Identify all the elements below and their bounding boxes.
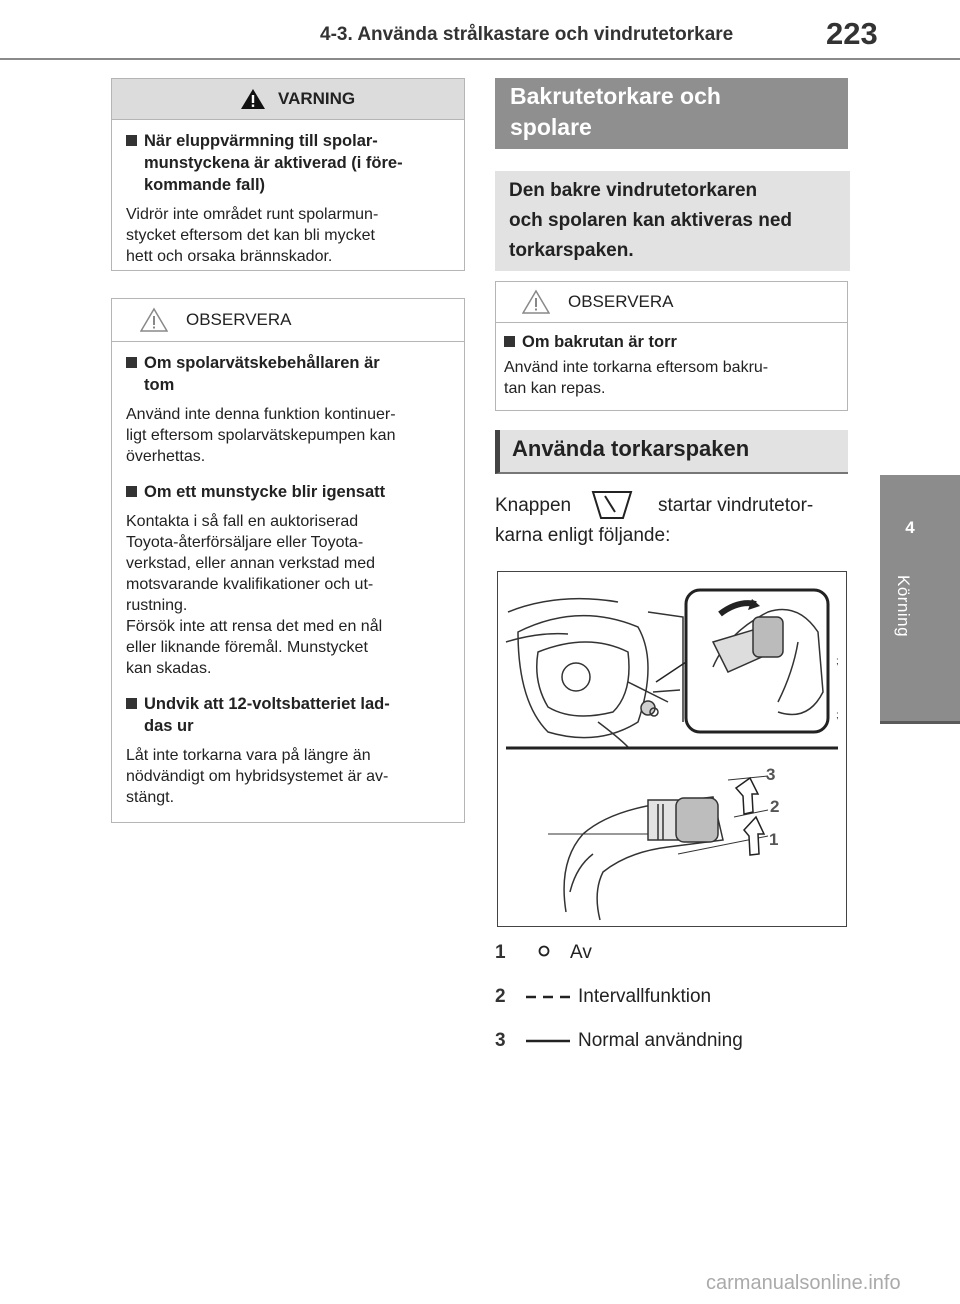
svg-text:;: ; [836, 710, 839, 721]
watermark: carmanualsonline.info [706, 1272, 901, 1294]
warning-box [111, 78, 465, 271]
section-title: Bakrutetorkare och spolare [495, 78, 848, 149]
legend-label-1: Av [570, 942, 592, 963]
notice-item-heading: Om bakrutan är torr [504, 331, 839, 353]
notice-item-text: Låt inte torkarna vara på längre än nödvändigt om hybridsystemet är av- stängt. [126, 747, 389, 806]
figure-callout-3: 3 [766, 765, 776, 784]
body-text-knappen: Knappen [495, 495, 572, 516]
notice-item-text: Använd inte denna funktion kontinuer- ligt eftersom spolarvätskepumpen kan överhettas. [126, 406, 396, 465]
chapter-number: 4 [905, 518, 915, 537]
caution-triangle-icon [522, 289, 550, 315]
notice-box-right-title: OBSERVERA [568, 292, 674, 311]
body-text-startar: startar vindrutetor- [658, 495, 814, 516]
notice-box-left [111, 298, 465, 823]
wiper-lever-figure [497, 571, 847, 927]
notice-item-heading: Undvik att 12-voltsbatteriet lad- das ur [126, 693, 450, 737]
warning-item-heading: När eluppvärmning till spolar- munstyckena är aktiverad (i före- kommande fall) [126, 130, 450, 196]
square-bullet-icon [126, 357, 137, 368]
notice-item-text: Använd inte torkarna eftersom bakru- tan kan repas. [504, 359, 769, 397]
square-bullet-icon [126, 486, 137, 497]
chapter-side-tab-strip [880, 721, 960, 724]
warning-box-body [112, 120, 464, 279]
notice-box-left-title: OBSERVERA [186, 310, 292, 329]
notice-box-right-body [496, 323, 847, 407]
svg-text:;: ; [836, 656, 839, 667]
caution-triangle-icon [140, 307, 168, 333]
warning-triangle-icon [240, 87, 266, 111]
rear-wiper-icon [589, 488, 635, 522]
notice-item-text: Kontakta i så fall en auktoriserad Toyota-återförsäljare eller Toyota- verkstad, eller annan verkstad med motsvarande kvalifikationer och ut- rustning. Försök inte att rensa det med en nål eller liknande föremål. Munstycket kan skadas. [126, 513, 383, 677]
notice-box-left-header [112, 299, 464, 342]
legend-label-3: Normal användning [578, 1030, 743, 1051]
page-number: 223 [826, 16, 878, 51]
warning-box-header [112, 79, 464, 120]
subsection-title: Använda torkarspaken [495, 430, 848, 474]
notice-item-heading: Om ett munstycke blir igensatt [126, 481, 450, 503]
legend-number-3: 3 [495, 1030, 506, 1051]
header-rule [0, 58, 960, 60]
legend-number-1: 1 [495, 942, 506, 963]
legend-number-2: 2 [495, 986, 506, 1007]
wiper-lever-illustration [498, 572, 846, 926]
body-text-line2: karna enligt följande: [495, 525, 671, 546]
figure-callout-1: 1 [769, 830, 779, 849]
off-circle-icon [537, 944, 551, 958]
figure-callout-2: 2 [770, 797, 780, 816]
intro-panel: Den bakre vindrutetorkaren och spolaren kan aktiveras ned torkarspaken. [495, 171, 850, 271]
chapter-side-tab[interactable] [880, 475, 960, 721]
header-title: 4-3. Använda strålkastare och vindrutetorkare [320, 24, 734, 45]
warning-box-title: VARNING [278, 89, 356, 108]
notice-box-right [495, 281, 848, 411]
square-bullet-icon [126, 698, 137, 709]
chapter-label: Körning [894, 575, 913, 638]
notice-box-left-body [112, 342, 464, 820]
legend-label-2: Intervallfunktion [578, 986, 712, 1007]
notice-box-right-header [496, 282, 847, 323]
notice-item-heading: Om spolarvätskebehållaren är tom [126, 352, 450, 396]
solid-line-icon [526, 1036, 570, 1046]
square-bullet-icon [504, 336, 515, 347]
square-bullet-icon [126, 135, 137, 146]
warning-item-text: Vidrör inte området runt spolarmun- stycket eftersom det kan bli mycket hett och orsaka brännskador. [126, 206, 379, 265]
dashed-line-icon [526, 992, 570, 1002]
